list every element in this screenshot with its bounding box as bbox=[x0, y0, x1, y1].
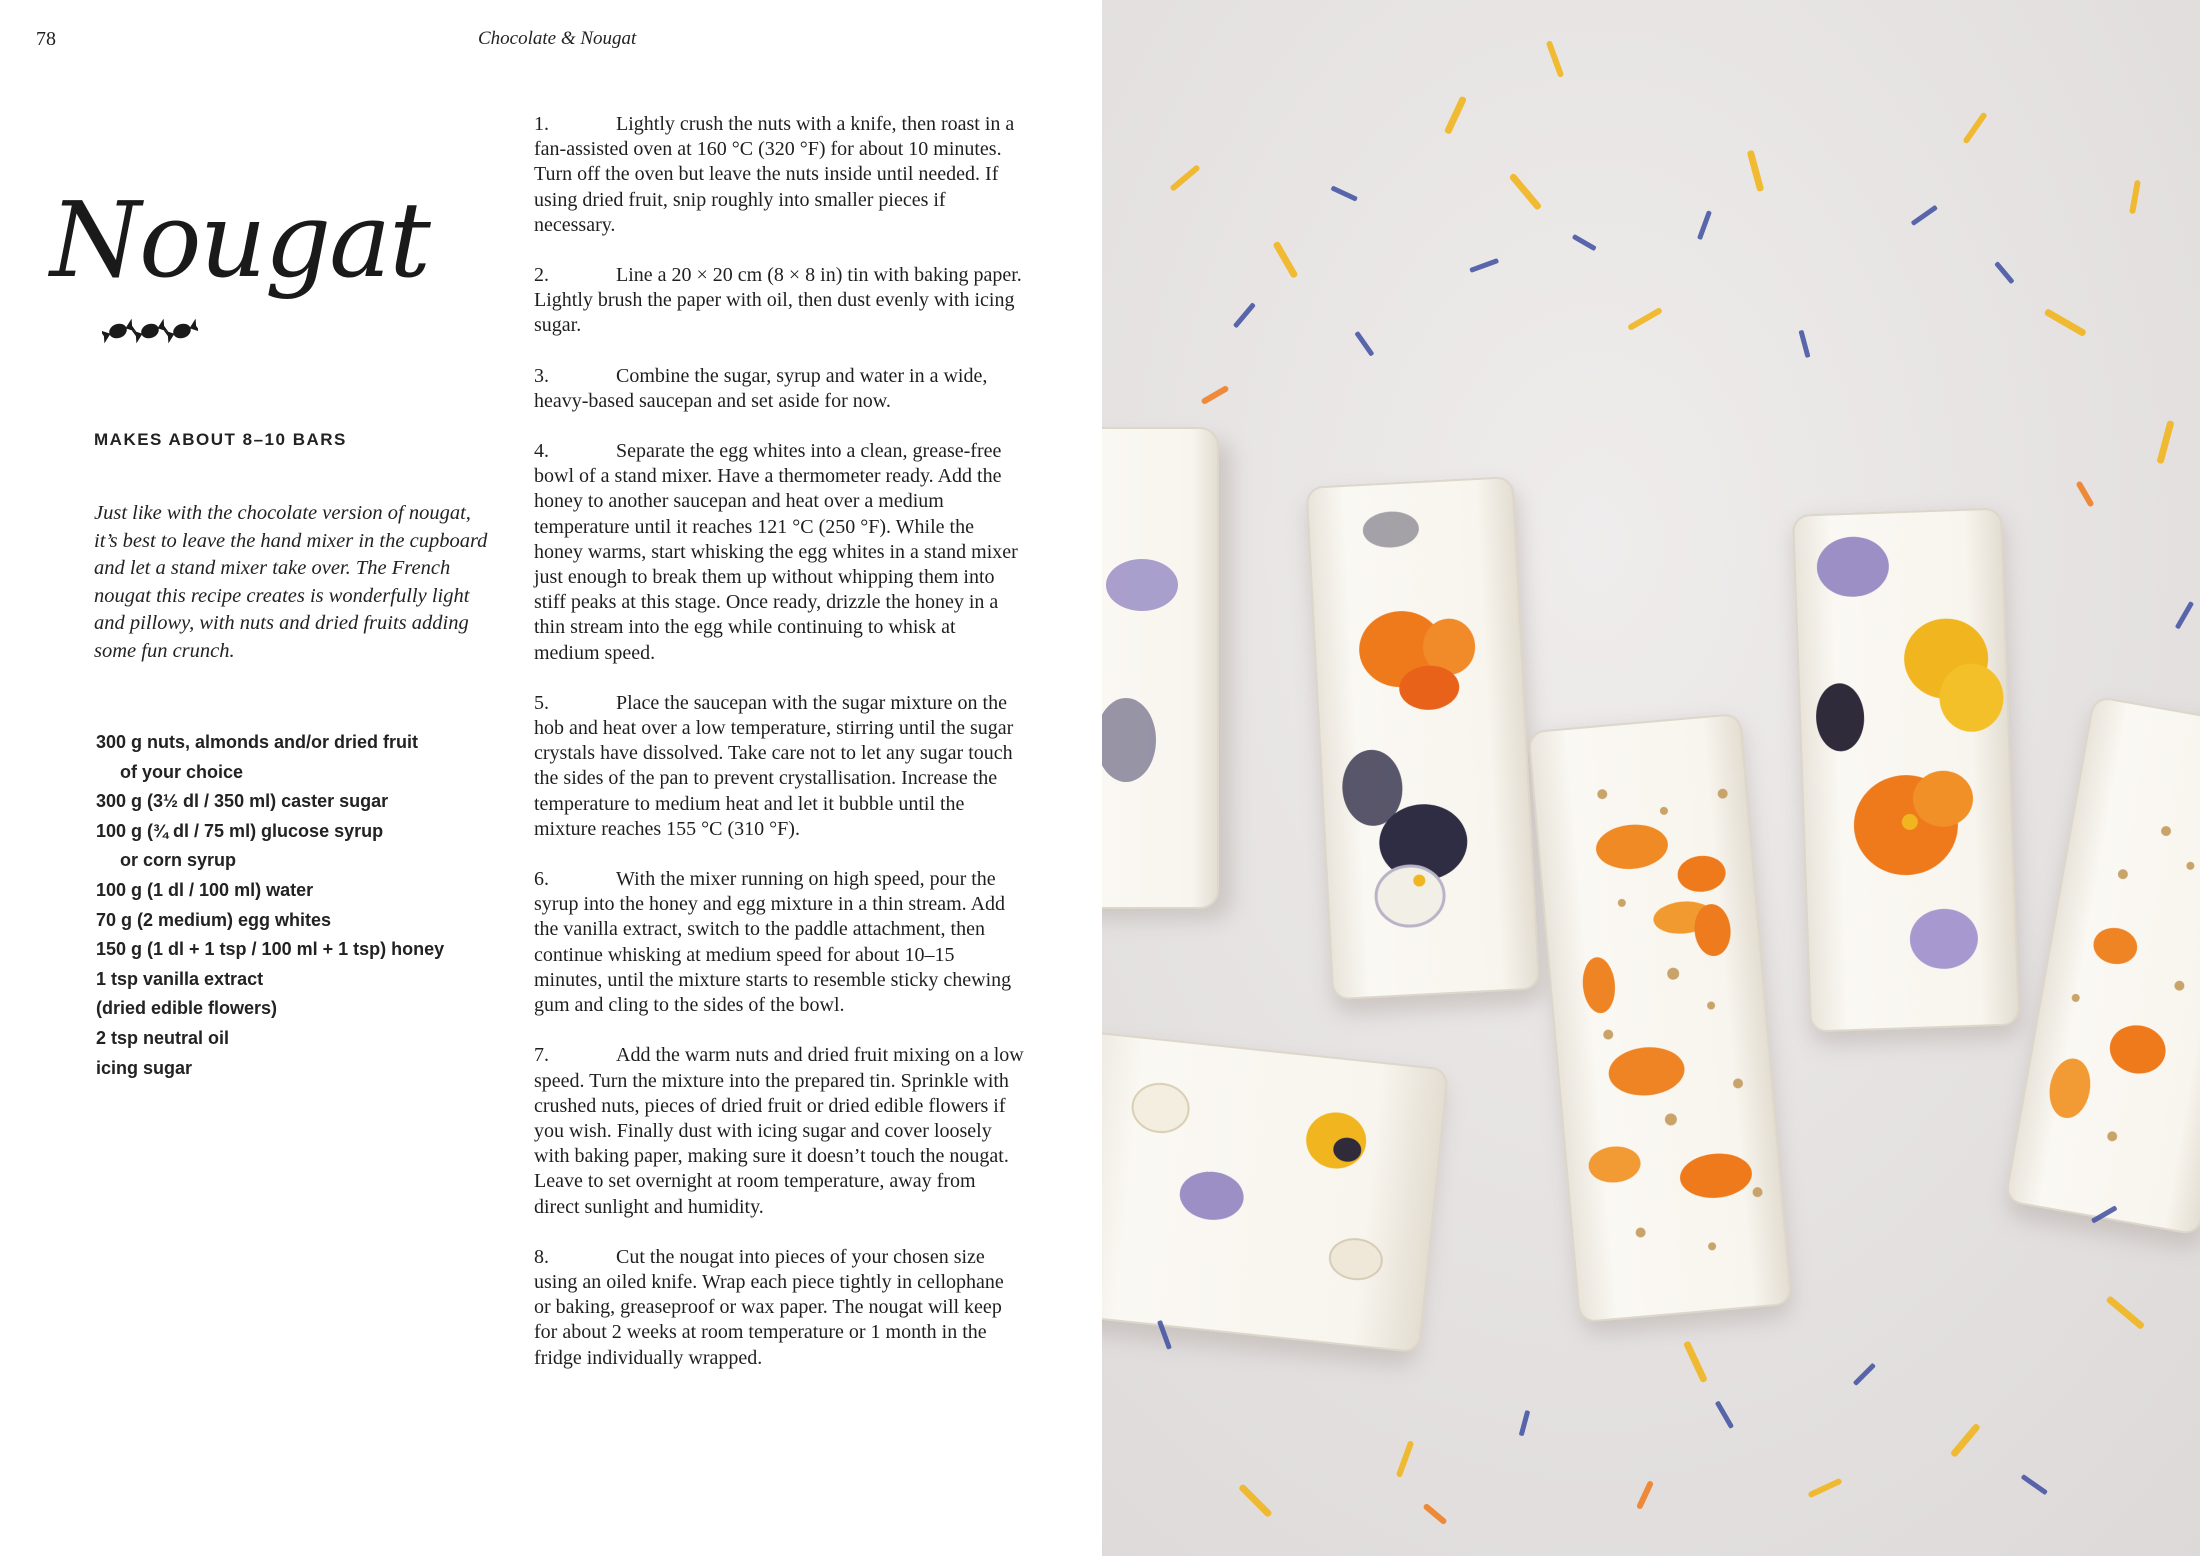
method-step bbox=[534, 263, 1024, 339]
step-number: 4. bbox=[534, 440, 549, 463]
method-steps bbox=[534, 112, 1024, 1396]
nougat-bar bbox=[1307, 477, 1540, 999]
ingredient-item: 2 tsp neutral oil bbox=[96, 1027, 230, 1048]
step-text: Cut the nougat into pieces of your chosen size using an oiled knife. Wrap each piece tightly in cellophane or baking, greaseproof or wax paper. The nougat will keep for about 2 weeks at room temperature or 1 month in the fridge individually wrapped. bbox=[534, 1245, 1004, 1369]
ingredient-item: 300 g (3½ dl / 350 ml) caster sugar bbox=[96, 791, 389, 812]
recipe-title: Nougat bbox=[50, 178, 429, 301]
ingredient-list bbox=[96, 728, 496, 1083]
method-step bbox=[534, 364, 1024, 414]
ingredient-item: 100 g (¾ dl / 75 ml) glucose syrup bbox=[96, 820, 384, 841]
step-text: Lightly crush the nuts with a knife, then roast in a fan-assisted oven at 160 °C (320 °F) for about 10 minutes. Turn off the oven but leave the nuts inside until needed. If using dried fruit, snip roughly into smaller pieces if necessary. bbox=[534, 113, 1015, 236]
photo-illustration bbox=[1102, 0, 2200, 1556]
recipe-intro: Just like with the chocolate version of nougat, it’s best to leave the hand mixer in the cupboard and let a stand mixer take over. The French nougat this recipe creates is wonderfully light and pillowy, with nuts and dried fruits adding some fun crunch. bbox=[94, 502, 488, 662]
method-step bbox=[534, 1043, 1024, 1219]
step-number: 1. bbox=[534, 113, 549, 135]
step-number: 3. bbox=[534, 364, 549, 387]
method-step bbox=[534, 1245, 1024, 1371]
nougat-bars-with-edible-flowers-photo bbox=[1102, 0, 2200, 1556]
nougat-bar bbox=[1793, 509, 2019, 1032]
ingredient-item: icing sugar bbox=[96, 1057, 193, 1078]
method-step bbox=[534, 439, 1024, 666]
step-text: With the mixer running on high speed, pour the syrup into the honey and egg mixture in a thin stream. Add the vanilla extract, switch to the paddle attachment, then continue whisking at medium speed for about 10–15 minutes, until the mixture starts to resemble sticky chewing gum and cling to the sides of the bowl. bbox=[534, 868, 1012, 1017]
step-text: Combine the sugar, syrup and water in a wide, heavy-based saucepan and set aside for now. bbox=[534, 364, 988, 412]
step-number: 5. bbox=[534, 691, 549, 714]
ingredient-item: of your choice bbox=[120, 761, 244, 782]
method-step bbox=[534, 867, 1024, 1018]
ingredient-item: 300 g nuts, almonds and/or dried fruit bbox=[96, 732, 419, 752]
ingredient-item: (dried edible flowers) bbox=[96, 998, 278, 1019]
step-text: Add the warm nuts and dried fruit mixing on a low speed. Turn the mixture into the prepared tin. Sprinkle with crushed nuts, pieces of dried fruit or dried edible flowers if you wish. Finally dust with icing sugar and cover loosely with baking paper, making sure it doesn’t touch the nougat. Leave to set overnight at room temperature, away from direct sunlight and humidity. bbox=[534, 1044, 1024, 1218]
step-text: Place the saucepan with the sugar mixture on the hob and heat over a low temperature, stirring until the sugar crystals have dissolved. Take care not to let any sugar touch the sides of the pan to prevent crystallisation. Increase the temperature to medium heat and let it bubble until the mixture reaches 155 °C (310 °F). bbox=[534, 691, 1014, 840]
ingredient-item: 150 g (1 dl + 1 tsp / 100 ml + 1 tsp) honey bbox=[96, 939, 445, 960]
wrapped-candy-icon bbox=[102, 316, 198, 346]
ingredient-item: 70 g (2 medium) egg whites bbox=[96, 909, 332, 930]
page-number: 78 bbox=[36, 28, 56, 50]
step-text: Line a 20 × 20 cm (8 × 8 in) tin with baking paper. Lightly brush the paper with oil, then dust evenly with icing sugar. bbox=[534, 264, 1022, 337]
ingredient-item: 1 tsp vanilla extract bbox=[96, 968, 264, 989]
step-number: 2. bbox=[534, 264, 549, 287]
step-number: 8. bbox=[534, 1245, 549, 1268]
ingredient-item: or corn syrup bbox=[120, 850, 237, 871]
method-step bbox=[534, 112, 1024, 238]
running-head: Chocolate & Nougat bbox=[478, 28, 637, 49]
ingredient-item: 100 g (1 dl / 100 ml) water bbox=[96, 879, 314, 900]
recipe-yield: MAKES ABOUT 8–10 BARS bbox=[94, 430, 347, 449]
step-number: 6. bbox=[534, 868, 549, 891]
nougat-bar bbox=[1102, 1031, 1448, 1352]
method-step bbox=[534, 691, 1024, 842]
nougat-bar bbox=[1102, 428, 1218, 908]
step-text: Separate the egg whites into a clean, grease-free bowl of a stand mixer. Have a thermometer ready. Add the honey to another saucepan and heat over a medium temperature until it reaches 121 °C (250 °F). While the honey warms, start whisking the egg whites in a stand mixer just enough to break them up without whipping them into stiff peaks at this stage. Once ready, drizzle the honey in a thin stream into the egg while continuing to whisk at medium speed. bbox=[534, 440, 1018, 664]
step-number: 7. bbox=[534, 1044, 549, 1067]
